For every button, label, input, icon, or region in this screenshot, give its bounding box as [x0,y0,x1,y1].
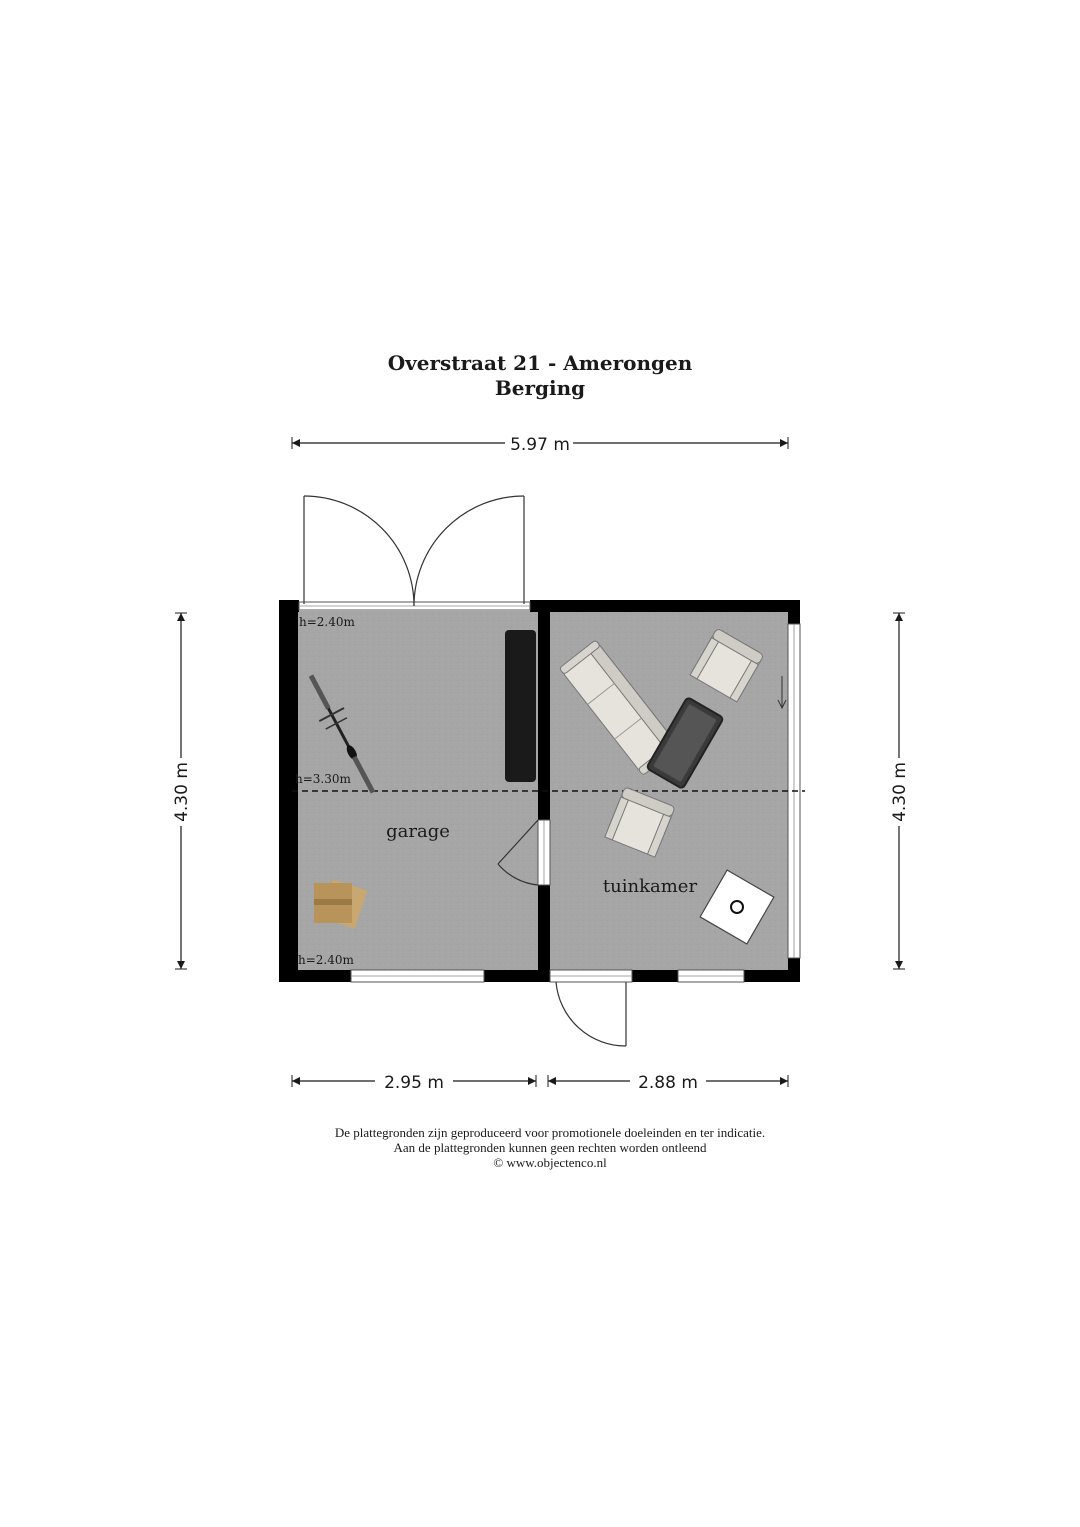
height-label-top-left: h=2.40m [299,615,355,629]
tuinkamer-bottom-window [678,970,744,982]
garage-double-door [299,496,530,610]
dimension-garage-width [292,1073,536,1093]
disclaimer-line-2: Aan de plattegronden kunnen geen rechten worden ontleend [393,1140,707,1155]
tuinkamer-bottom-door [550,970,632,1046]
garage-cabinet [505,630,536,782]
height-label-middle: h=3.30m [295,772,351,786]
room-label-tuinkamer: tuinkamer [602,876,698,897]
dimension-height-left [172,613,192,969]
plan-subtitle: Berging [494,376,586,400]
dimension-total-width [292,435,788,455]
garage-bottom-window [351,970,484,982]
dim-garage-width-label: 2.95 m [384,1073,444,1093]
copyright: © www.objectenco.nl [493,1155,607,1170]
dim-height-right-label: 4.30 m [890,762,910,822]
disclaimer [0,1125,1080,1170]
dim-total-width-label: 5.97 m [510,435,570,455]
room-label-garage: garage [386,821,450,842]
plan-title: Overstraat 21 - Amerongen [387,351,693,375]
dimension-height-right [890,613,910,969]
height-label-bottom-left: h=2.40m [298,953,354,967]
disclaimer-line-1: De plattegronden zijn geproduceerd voor promotionele doeleinden en ter indicatie. [334,1125,766,1140]
dimension-tuinkamer-width [548,1073,788,1093]
dim-tuinkamer-width-label: 2.88 m [638,1073,698,1093]
dim-height-left-label: 4.30 m [172,762,192,822]
